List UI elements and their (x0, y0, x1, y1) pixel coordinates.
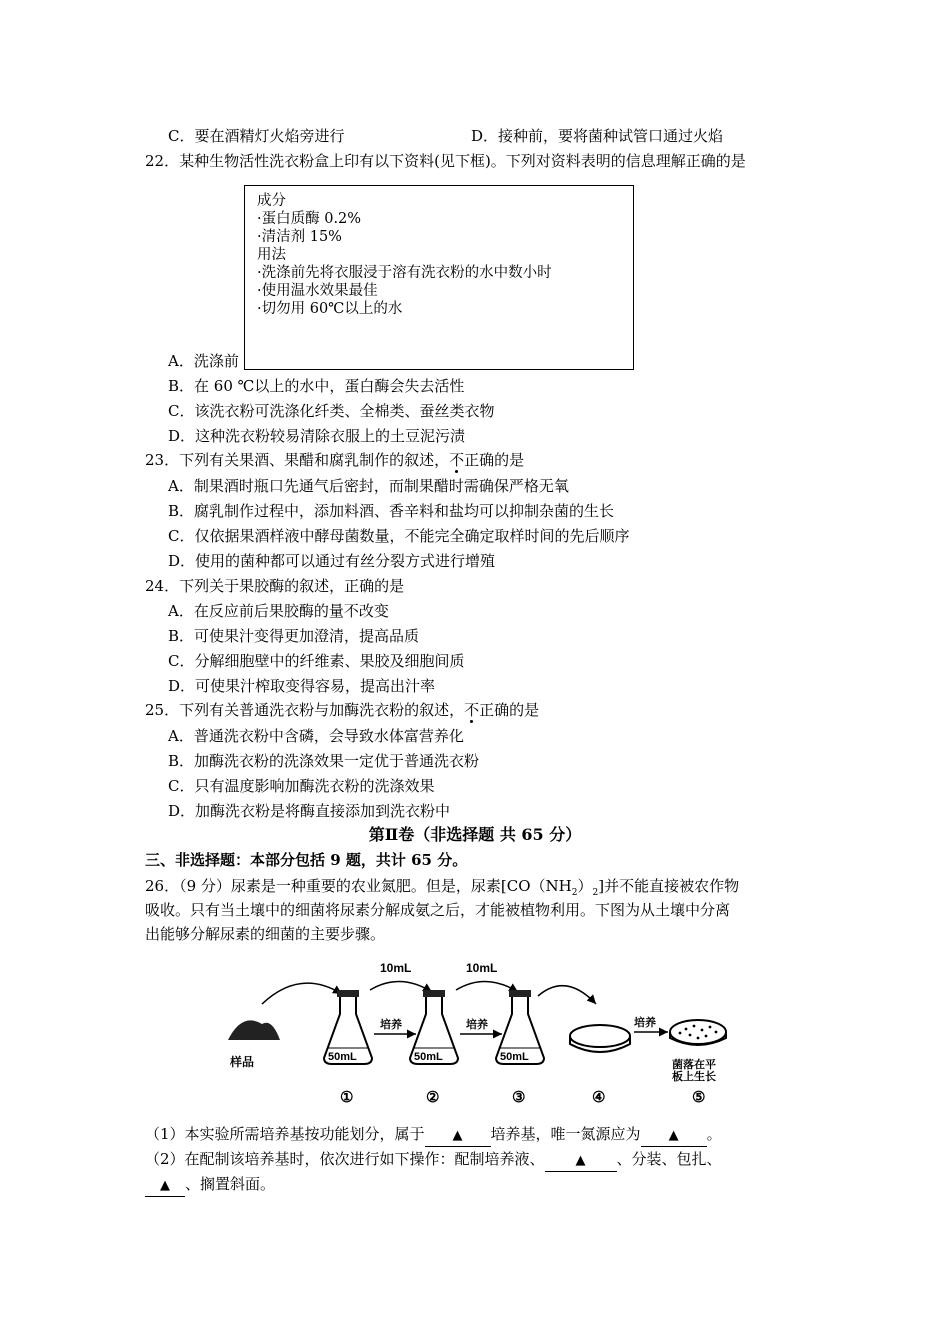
step-label: ⑤ (692, 1088, 706, 1106)
box-line: ·清洁剂 15% (257, 229, 342, 245)
transfer-volume: 10mL (380, 961, 412, 975)
q23-option-a: A．制果酒时瓶口先通气后密封，而制果醋时需确保严格无氧 (168, 477, 569, 495)
q21-option-c: C．要在酒精灯火焰旁进行 (168, 127, 345, 145)
answer-blank[interactable]: ▲ (545, 1151, 617, 1172)
step-label: ① (340, 1088, 354, 1106)
soil-sample-icon (228, 1020, 280, 1040)
q25-option-a: A．普通洗衣粉中含磷，会导致水体富营养化 (168, 727, 464, 745)
transfer-arrow (456, 981, 518, 992)
q26-line-2: 吸收。只有当土壤中的细菌将尿素分解成氨之后，才能被植物利用。下图为从土壤中分离 (145, 901, 731, 919)
step-label: ② (426, 1088, 440, 1106)
flask-volume: 50mL (328, 1051, 357, 1063)
culture-label: 培养 (380, 1019, 402, 1031)
q25-option-c: C．只有温度影响加酶洗衣粉的洗涤效果 (168, 777, 435, 795)
q26-line-3: 出能够分解尿素的细菌的主要步骤。 (145, 925, 386, 943)
q22-stem: 22．某种生物活性洗衣粉盒上印有以下资料(见下框)。下列对资料表明的信息理解正确的是 (145, 152, 746, 170)
q22-option-d: D．这种洗衣粉较易清除衣服上的土豆泥污渍 (168, 427, 466, 445)
petri-dish-icon (570, 1025, 630, 1052)
q25-stem: 25．下列有关普通洗衣粉与加酶洗衣粉的叙述，不正确的是 (145, 701, 540, 719)
detergent-info-box (244, 185, 634, 370)
q26-sub-1: （1）本实验所需培养基按功能划分，属于 ▲ 培养基，唯一氮源应为 ▲ 。 (145, 1124, 722, 1147)
q25-option-d: D．加酶洗衣粉是将酶直接添加到洗衣粉中 (168, 802, 451, 820)
q23-option-c: C．仅依据果酒样液中酵母菌数量，不能完全确定取样时间的先后顺序 (168, 527, 630, 545)
culture-label: 培养 (466, 1019, 488, 1031)
plate-note: 板上生长 (672, 1071, 716, 1083)
plate-note: 菌落在平 (672, 1059, 716, 1071)
box-line: ·洗涤前先将衣服浸于溶有洗衣粉的水中数小时 (257, 265, 552, 281)
q22-option-b: B．在 60 ℃以上的水中，蛋白酶会失去活性 (168, 377, 465, 395)
q23-stem: 23．下列有关果酒、果醋和腐乳制作的叙述，不正确的是 (145, 451, 525, 469)
part-two-title: 第Ⅱ卷（非选择题 共 65 分） (368, 825, 582, 844)
q24-option-d: D．可使果汁榨取变得容易，提高出汁率 (168, 677, 436, 695)
answer-blank[interactable]: ▲ (425, 1126, 491, 1147)
sample-label: 样品 (230, 1055, 255, 1069)
q24-option-c: C．分解细胞壁中的纤维素、果胶及细胞间质 (168, 652, 465, 670)
answer-blank[interactable]: ▲ (641, 1126, 707, 1147)
box-line: ·切勿用 60℃以上的水 (257, 301, 403, 317)
box-line: ·蛋白质酶 0.2% (257, 211, 362, 227)
q25-option-b: B．加酶洗衣粉的洗涤效果一定优于普通洗衣粉 (168, 752, 480, 770)
q24-option-a: A．在反应前后果胶酶的量不改变 (168, 602, 389, 620)
q26-sub-2-cont: ▲ 、搁置斜面。 (145, 1174, 275, 1197)
step-label: ③ (512, 1088, 526, 1106)
q21-option-d: D．接种前，要将菌种试管口通过火焰 (471, 127, 724, 145)
transfer-arrow (262, 983, 342, 1004)
q24-stem: 24．下列关于果胶酶的叙述，正确的是 (145, 577, 405, 595)
step-label: ④ (592, 1088, 606, 1106)
q24-option-b: B．可使果汁变得更加澄清，提高品质 (168, 627, 420, 645)
emphasis-not: 不 (464, 701, 480, 719)
q23-option-d: D．使用的菌种都可以通过有丝分裂方式进行增殖 (168, 552, 496, 570)
culture-label: 培养 (634, 1017, 656, 1029)
isolation-steps-diagram (220, 952, 740, 1112)
colony-plate-icon (670, 1020, 726, 1045)
box-line: ·使用温水效果最佳 (257, 283, 378, 299)
flask-volume: 50mL (500, 1051, 529, 1063)
transfer-arrow (370, 981, 432, 992)
q26-line-1: 26．（9 分）尿素是一种重要的农业氮肥。但是，尿素$[CO(NH_2)_2]$并不能直接被农作物 (145, 877, 740, 898)
q22-option-a: A．洗涤前 (168, 352, 239, 370)
box-line: 用法 (257, 247, 286, 263)
answer-blank[interactable]: ▲ (145, 1176, 185, 1197)
q26-sub-2: （2）在配制该培养基时，依次进行如下操作：配制培养液、 ▲ 、分装、包扎、 (145, 1149, 722, 1172)
q23-option-b: B．腐乳制作过程中，添加料酒、香辛料和盐均可以抑制杂菌的生长 (168, 502, 615, 520)
q22-option-c: C．该洗衣粉可洗涤化纤类、全棉类、蚕丝类衣物 (168, 402, 495, 420)
transfer-volume: 10mL (466, 961, 498, 975)
emphasis-not: 不 (449, 451, 465, 469)
flask-volume: 50mL (414, 1051, 443, 1063)
transfer-arrow (538, 986, 596, 1004)
box-line: 成分 (257, 193, 286, 209)
section-heading: 三、非选择题：本部分包括 9 题，共计 65 分。 (145, 851, 468, 869)
